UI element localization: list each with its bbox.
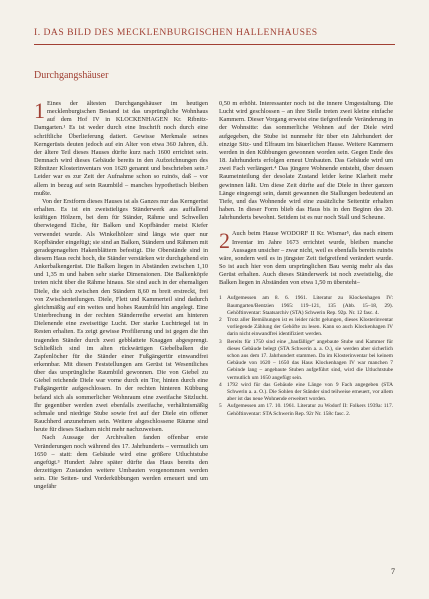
- dropcap-1: 1: [34, 98, 45, 123]
- footnote: 5 Aufgemessen am 17. 10. 1961. Literatur zu Wodorf II: Folkers 1939a: 117. Gehöftinventar: STA Schwerin Rep. 92r Nr. 158c fasc. 2.: [219, 403, 393, 417]
- footnote: 3 Bereits für 1750 sind eine „baufällige“ angebaute Stube und Kammer für dieses Gebäude belegt (STA Schwerin a. a. O.), sie werden aber sicherlich schon aus dem 17. Jahrhundert stammen. Da im Klosterinventar bei keinem Gebäude von 1620 – 1650 das Haus Klockenhagen IV war manchen 7 Gebinde lang – angebaute Stuben aufgeführt sind, wird die Utluchtstube vermutlich um 1650 angefügt sein.: [219, 338, 393, 381]
- paragraph: Von der Erstform dieses Hauses ist als Ganzes nur das Kerngerüst erhalten. Es ist ein zweistieliges Ständerwerk aus auffallend kräftigen Hölzern, bei dem für Ständer, Rähme und Schwellen überwiegend Eiche, für Balken und Kopfbänder meist Kiefer verwendet wurde. Als Winkelhölzer sind längs wie quer nur Kopfbänder eingefügt; sie sind an Balken, Ständern und Rähmen mit geradegenagelten Hakenblättern befestigt. Die Oberstände sind in diesem Haus recht hoch, die Ständer verstärken wir durchgehend ein Ankerbalkengerüst. Die Balken liegen in Abständen zwischen 1,10 und 1,35 m und haben sehr starke Dimensionen. Die Balkenköpfe treten nicht über die Rähme hinaus. Sie sind auch in der ehemaligen Diele, die sich zwischen den Ständern 8,60 m breit erstreckt, frei von Zwischenteilungen. Diele, Flett und Kammerteil sind dadurch gleichmäßig auf ein weites und hohes Raumbild hin angelegt. Eine Unterbrechung in der rechten Ständerreihe erweist am hinteren Dielenende eine zweiseitige Lucht. Der starke Luchtriegel ist in Resten erhalten. Es zeigt gewisse Profilierung und ist gegen die ihn tragenden Ständer durch zwei gebblattete Knaggen abgesprengt. Schließlich sind im alten rückwärtigen Giebelbalken die Zapfenlöcher für die Ständer einer Fußgängertür einwandfrei erkennbar. Mit diesen Feststellungen am Gerüst ist Wesentliches über das ursprüngliche Raumbild gewonnen. Die von Giebel zu Giebel reichende Diele war vorne durch ein Tor, hinten durch eine Fußgängertür aufgeschlossen. In der rechten hinteren Kübbung befand sich als sommerlicher Wohnraum eine zweifache Sitzlucht. Ihr gegenüber werden zwei ebenfalls zweifache, verhältnismäßig schmale und niedrige Stube sowie frei auf der Diele ein offener Rauchherd anzunehmen sein. Weitere abgeschlossene Räume sind heute für dieses Stadium nicht mehr nachzuweisen.: [34, 197, 209, 434]
- section-title: Durchgangshäuser: [34, 70, 109, 81]
- footnote: 1 Aufgemessen am 8. 6. 1961. Literatur zu Klockenhagen IV: Baumgarten/Bentzien 1965: 119–121, 135 (Abb. 15–18, 29). Gehöftinventar: Staatsarchiv (STA) Schwerin Rep. 92p. Nr. 12 fasc. 4.: [219, 295, 393, 316]
- footnote: 4 1792 wird für das Gebäude eine Länge von 9 Fach angegeben (STA Schwerin a. a. O.). Die Sohlen der Ständer sind teilweise erneuert, vor allem aber ist das neue Wohnende erweitert worden.: [219, 381, 393, 403]
- paragraph: Auch beim Hause WODORF II Kr. Wismar⁵, das nach einem Inventar im Jahre 1673 errichtet wurde, bleiben manche Aussagen unsicher – zwar nicht, weil es ebenfalls bereits ruinös wäre, sondern weil es in jüngster Zeit tiefgreifend verändert wurde. So ist auch hier von dem ursprünglichen Bau wenig mehr als das Gerüst erhalten. Auch dieses Ständerwerk ist noch zweistielig, die Balken liegen in Abständen von etwa 1,50 m übersteht–: [219, 230, 393, 287]
- paragraph: 0,50 m erhöht. Interessanter noch ist die innere Umgestaltung. Die Lucht wird geschlossen – an ihre Stelle treten zwei kleine einfache Kammern. Dieser Vorgang erweist eine tiefgreifende Veränderung in der Wohnsitte: das sommerliche Wohnen auf der Diele wird aufgegeben, die Stube ist nunmehr für über ein Jahrhundert der einzige Sitz- und Elfraum im bäuerlichen Hause. Weitere Kammern werden in den Kübbungen gewonnen worden sein. Gegen Ende des 18. Jahrhunderts erfolgen erneut Umbauten. Das Gebäude wird um zwei Fach verlängert.⁴ Das jüngere Wohnende entsteht, über dessen Raumeinteilung der desolate Zustand leider keine Klarheit mehr gewinnen läßt. Um diese Zeit dürfte auf die Diele in ihrer ganzen Länge eingeengt sein, damit gewannen die Stallungen bedeutend an Tiefe, und das Wohnende wird eine zusätzliche Seitentür erhalten haben. In dieser Form blieb das Haus bis in den Beginn des 20. Jahrhunderts bewohnt. Seitdem ist es nur noch Stall und Scheune.: [219, 100, 393, 222]
- paragraph: Nach Aussage der Archivalien fanden offenbar erste Veränderungen noch während des 17. Jahrhunderts – vermutlich um 1650 – statt: dem Gebäude wird eine größere Utluchtstube angefügt.³ Hundert Jahre später dürfte das Haus bereits den derzeitigen Zustanden weitere Umbauten vorgenommen werden sein. Die Seiten- und Vorderkübbungen werden erneuert und um ungefähr: [34, 434, 208, 491]
- page-number: 7: [391, 567, 395, 576]
- running-header: I. DAS BILD DES MECKLENBURGISCHEN HALLENHAUSES: [34, 27, 395, 45]
- paragraph: Eines der ältesten Durchgangshäuser im heutigen mecklenburgischen Bestand ist das ursprüngliche Wohnhaus auf dem Hof IV in KLOCKENHAGEN Kr. Ribnitz-Damgarten.¹ Es ist weder durch eine Inschrift noch durch eine schriftliche Überlieferung datiert. Gewisse Merkmale seines Kerngerüsts deuten jedoch auf ein Alter von etwa 360 Jahren, d.h. der ältere Teil dieses Hauses dürfte kurz nach 1600 errichtet sein. Demnach wird dieses Gebäude bereits in den Aufzeichnungen des Ribnitzer Klosterinventars von 1620 genannt und beschrieben sein.² Leider war es zur Zeit der Aufnahme schon so ruinös, daß – vor allem in bezug auf sein Raumbild – manches hypothetisch bleiben mußte.: [34, 100, 208, 197]
- dropcap-2: 2: [219, 228, 230, 254]
- left-column: [34, 100, 208, 492]
- footnote: 2 Trotz aller Bemühungen ist es leider nicht gelungen, dieses Klosterinventar vorliegende Zählung der Gehöfte zu lesen. Kann so auch Klockenhagen IV darin nicht einwandfrei identifiziert werden.: [219, 317, 393, 338]
- footnotes: [219, 295, 393, 417]
- right-column: [219, 100, 393, 418]
